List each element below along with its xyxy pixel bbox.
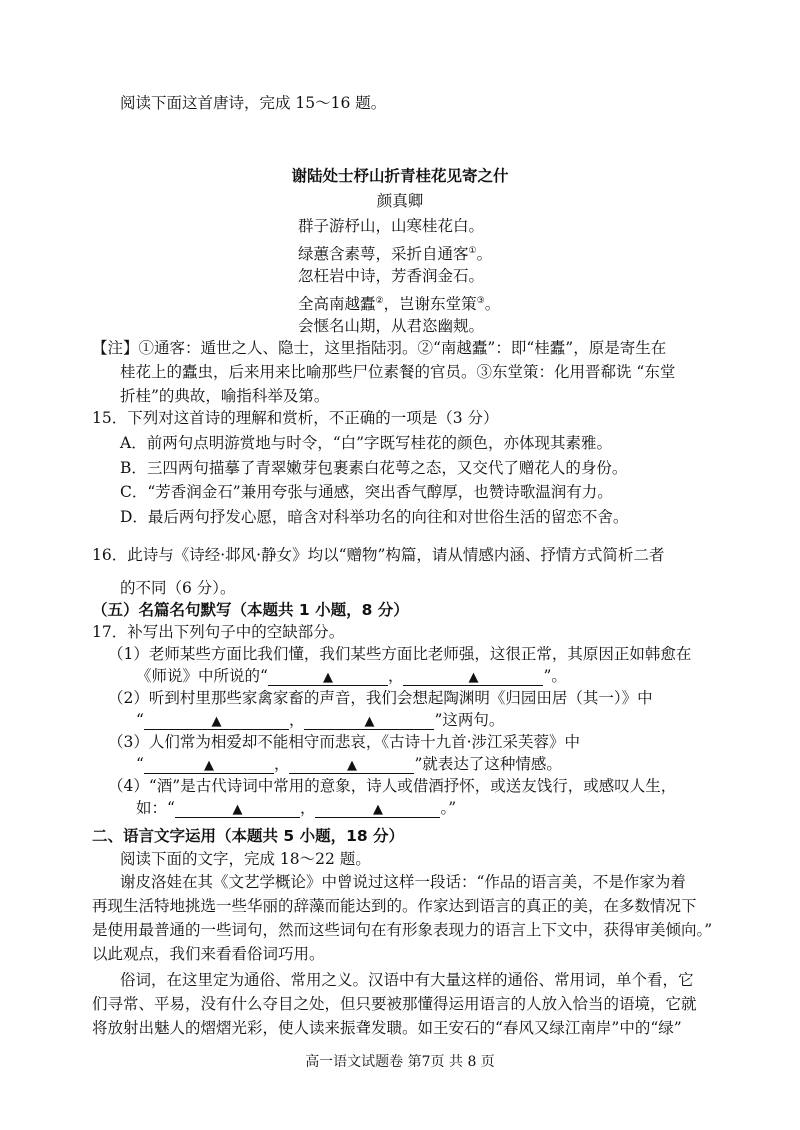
poem-line-5: 会惬名山期，从君恣幽觌。 — [298, 317, 485, 335]
question-16-line: 16．此诗与《诗经·邶风·静女》均以“赠物”构篇，请从情感内涵、抒情方式简析二者 — [92, 546, 665, 564]
option-b: B．三四两句描摹了青翠嫩芽包裹素白花萼之态，又交代了赠花人的身份。 — [120, 459, 628, 477]
option-d: D．最后两句抒发心愿，暗含对科举功名的向往和对世俗生活的留恋不舍。 — [120, 508, 629, 526]
question-15-stem: 15．下列对这首诗的理解和赏析，不正确的一项是（3 分） — [92, 409, 499, 427]
q17-item-4-blanks: 如：“ ▲ ， ▲ 。” — [136, 799, 457, 817]
option-a: A．前两句点明游赏地与时令，“白”字既写桂花的颜色，亦体现其素雅。 — [120, 434, 613, 452]
passage-line: 将放射出魅人的熠熠光彩，使人读来振聋发聩。如王安石的“春风又绿江南岸”中的“绿” — [92, 1019, 682, 1037]
answer-blank[interactable]: ▲ — [144, 755, 274, 774]
section-5-heading: （五）名篇名句默写（本题共 1 小题，8 分） — [92, 601, 409, 619]
question-17-stem: 17．补写出下列句子中的空缺部分。 — [92, 623, 345, 641]
annotation-line: 折桂”的典故，喻指科举及第。 — [120, 387, 330, 405]
answer-blank[interactable]: ▲ — [175, 799, 300, 818]
option-c: C．“芳香润金石”兼用夸张与通感，突出香气醇厚，也赞诗歌温润有力。 — [120, 483, 613, 501]
q17-item-1: （1）老师某些方面比我们懂，我们某些方面比老师强，这很正常，其原因正如韩愈在 — [108, 645, 692, 663]
answer-blank[interactable]: ▲ — [144, 711, 289, 730]
poem-line-2: 绿蕙含素萼，采折自通客①。 — [298, 245, 493, 264]
poem-line-3: 忽枉岩中诗，芳香润金石。 — [298, 267, 485, 285]
q17-item-1-blanks: 《师说》中所说的“ ▲ ， ▲ ”。 — [136, 667, 567, 685]
poem-line-4: 全高南越蠹②，岂谢东堂策③。 — [298, 295, 501, 314]
answer-blank[interactable]: ▲ — [289, 755, 414, 774]
reading-instruction: 阅读下面这首唐诗，完成 15～16 题。 — [120, 94, 387, 112]
q17-item-4: （4）“酒”是古代诗词中常用的意象，诗人或借酒抒怀，或送友饯行，或感叹人生， — [108, 777, 677, 795]
passage-line: 以此观点，我们来看看俗词巧用。 — [92, 945, 325, 963]
poem-author: 颜真卿 — [376, 192, 424, 210]
page-footer: 高一语文试题卷 第7页 共 8 页 — [305, 1054, 495, 1070]
reading-instruction-2: 阅读下面的文字，完成 18～22 题。 — [120, 850, 371, 868]
answer-blank[interactable]: ▲ — [304, 711, 434, 730]
q17-item-2-blanks: “ ▲ ， ▲ ”这两句。 — [136, 711, 505, 729]
passage-line: 俗词，在这里定为通俗、常用之义。汉语中有大量这样的通俗、常用词，单个看，它 — [120, 971, 694, 989]
q17-item-2: （2）听到村里那些家禽家畜的声音，我们会想起陶渊明《归园田居（其一）》中 — [108, 689, 653, 707]
q17-item-3-blanks: “ ▲ ， ▲ ”就表达了这种情感。 — [136, 755, 562, 773]
annotation-line: 【注】①通客：遁世之人、隐士，这里指陆羽。②“南越蠹”：即“桂蠹”，原是寄生在 — [92, 339, 667, 357]
section-2-heading: 二、语言文字运用（本题共 5 小题，18 分） — [92, 827, 405, 845]
passage-line: 是使用最普通的一些词句，然而这些词句在有形象表现力的语言上下文中，获得审美倾向。” — [92, 921, 713, 939]
passage-line: 再现生活特地挑选一些华丽的辞藻而能达到的。作家达到语言的真正的美，在多数情况下 — [92, 897, 697, 915]
question-16-line: 的不同（6 分）。 — [120, 579, 236, 597]
answer-blank[interactable]: ▲ — [315, 799, 440, 818]
passage-line: 谢皮洛娃在其《文艺学概论》中曾说过这样一段话：“作品的语言美，不是作家为着 — [120, 873, 686, 891]
annotation-line: 桂花上的蠹虫，后来用来比喻那些尸位素餐的官员。③东堂策：化用晋郗诜 “东堂 — [120, 363, 676, 381]
passage-line: 们寻常、平易，没有什么夺目之处，但只要被那懂得运用语言的人放入恰当的语境，它就 — [92, 995, 697, 1013]
answer-blank[interactable]: ▲ — [403, 667, 543, 686]
q17-item-3: （3）人们常为相爱却不能相守而悲哀，《古诗十九首·涉江采芙蓉》中 — [108, 733, 581, 751]
answer-blank[interactable]: ▲ — [268, 667, 388, 686]
poem-title: 谢陆处士杼山折青桂花见寄之什 — [291, 167, 509, 185]
poem-line-1: 群子游杼山，山寒桂花白。 — [298, 217, 485, 235]
